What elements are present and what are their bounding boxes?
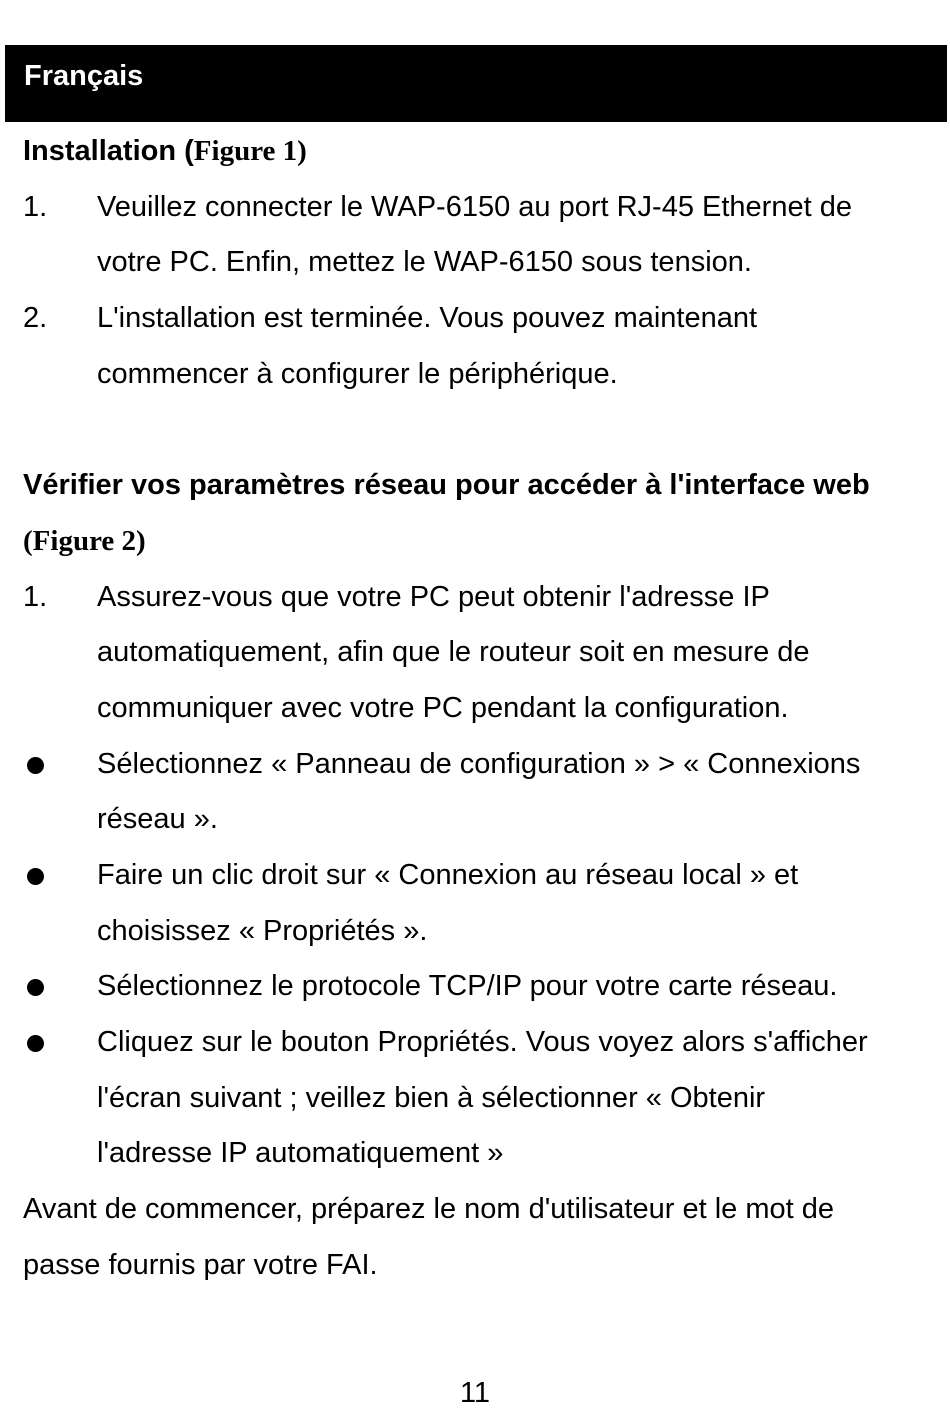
bullet-text-line: Faire un clic droit sur « Connexion au réseau local » et [97, 858, 799, 891]
bullet-item [23, 737, 933, 848]
bullet-item [23, 959, 933, 1015]
bullet-text-line: l'écran suivant ; veillez bien à sélectionner « Obtenir [97, 1081, 766, 1114]
bullet-text-line: l'adresse IP automatiquement » [97, 1137, 504, 1170]
installation-heading-text: Installation ( [23, 135, 194, 167]
step-text-line: automatiquement, afin que le routeur soit en mesure de [97, 636, 810, 669]
figure-1-close: ) [297, 135, 307, 167]
step-number: 2. [23, 302, 48, 335]
bullet-text-line: choisissez « Propriétés ». [97, 914, 428, 947]
closing-text-line: Avant de commencer, préparez le nom d'utilisateur et le mot de [23, 1193, 834, 1226]
figure-2-line [23, 514, 933, 570]
bullet-item [23, 848, 933, 959]
network-step-1 [23, 570, 933, 737]
bullet-item [23, 1015, 933, 1182]
step-text-line: commencer à configurer le périphérique. [97, 357, 618, 390]
installation-heading [23, 124, 933, 180]
step-text-line: Assurez-vous que votre PC peut obtenir l'adresse IP [97, 580, 770, 613]
bullet-icon [27, 868, 44, 885]
figure-2-open: ( [23, 524, 33, 557]
bullet-icon [27, 757, 44, 774]
figure-2-ref: Figure 2 [32, 524, 137, 557]
step-text-line: votre PC. Enfin, mettez le WAP-6150 sous tension. [97, 246, 752, 279]
bullet-icon [27, 979, 44, 996]
bullet-text-line: Sélectionnez « Panneau de configuration » > « Connexions [97, 747, 861, 780]
network-settings-heading: Vérifier vos paramètres réseau pour accéder à l'interface web [23, 469, 870, 502]
step-number: 1. [23, 190, 48, 223]
figure-1-ref: Figure 1 [193, 135, 298, 167]
bullet-text-line: Sélectionnez le protocole TCP/IP pour votre carte réseau. [97, 970, 838, 1003]
bullet-text-line: réseau ». [97, 803, 218, 836]
page-content [23, 124, 933, 1293]
language-title: Français [24, 60, 144, 92]
page-number: 11 [459, 1377, 491, 1409]
bullet-icon [27, 1035, 44, 1052]
language-banner [5, 45, 947, 122]
spacer [23, 402, 933, 458]
figure-2-close: ) [136, 524, 146, 557]
step-text-line: Veuillez connecter le WAP-6150 au port RJ-45 Ethernet de [97, 190, 852, 223]
step-number: 1. [23, 580, 48, 613]
bullet-text-line: Cliquez sur le bouton Propriétés. Vous voyez alors s'afficher [97, 1026, 868, 1058]
step-text-line: communiquer avec votre PC pendant la configuration. [97, 691, 789, 724]
step-text-line: L'installation est terminée. Vous pouvez maintenant [97, 302, 758, 335]
installation-step-1 [23, 180, 933, 291]
closing-text-line: passe fournis par votre FAI. [23, 1248, 378, 1281]
installation-step-2 [23, 291, 933, 402]
